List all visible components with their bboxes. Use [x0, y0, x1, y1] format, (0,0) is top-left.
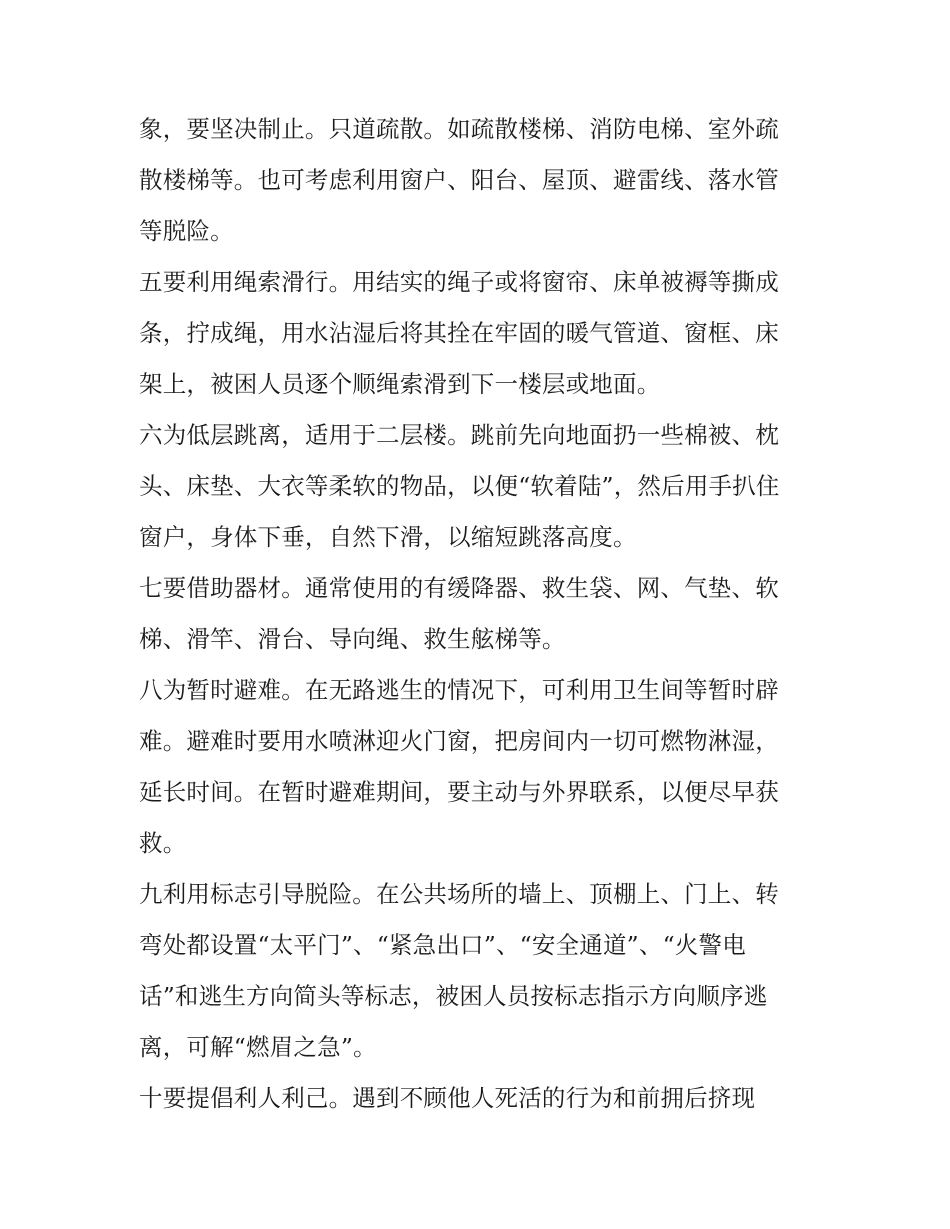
text-line: 头、床垫、大衣等柔软的物品，以便“软着陆”，然后用手扒住: [139, 472, 780, 500]
text-line: 散楼梯等。也可考虑利用窗户、阳台、屋顶、避雷线、落水管: [139, 166, 779, 194]
text-line: 窗户，身体下垂，自然下滑，以缩短跳落高度。: [139, 523, 637, 551]
text-line: 离，可解“燃眉之急”。: [139, 1033, 377, 1061]
document-body: [139, 104, 819, 1124]
text-line: 十要提倡利人利己。遇到不顾他人死活的行为和前拥后挤现: [139, 1084, 756, 1112]
text-line: 延长时间。在暂时避难期间，要主动与外界联系，以便尽早获: [139, 778, 779, 806]
text-line: 七要借助器材。通常使用的有缓降器、救生袋、网、气垫、软: [139, 574, 779, 602]
text-line: 象，要坚决制止。只道疏散。如疏散楼梯、消防电梯、室外疏: [139, 115, 779, 143]
text-line: 等脱险。: [139, 217, 234, 245]
text-line: 架上，被困人员逐个顺绳索滑到下一楼层或地面。: [139, 370, 661, 398]
text-line: 难。避难时要用水喷淋迎火门窗，把房间内一切可燃物淋湿，: [139, 727, 779, 755]
text-line: 条，拧成绳，用水沾湿后将其拴在牢固的暖气管道、窗框、床: [139, 319, 779, 347]
text-line: 八为暂时避难。在无路逃生的情况下，可利用卫生间等暂时辟: [139, 676, 779, 704]
text-line: 话”和逃生方向简头等标志，被困人员按标志指示方向顺序逃: [139, 982, 768, 1010]
text-line: 五要利用绳索滑行。用结实的绳子或将窗帘、床单被褥等撕成: [139, 268, 779, 296]
text-line: 六为低层跳离，适用于二层楼。跳前先向地面扔一些棉被、枕: [139, 421, 779, 449]
text-line: 救。: [139, 829, 187, 857]
text-line: 梯、滑竿、滑台、导向绳、救生舷梯等。: [139, 625, 566, 653]
text-line: 九利用标志引导脱险。在公共场所的墙上、顶棚上、门上、转: [139, 880, 779, 908]
text-line: 弯处都设置“太平门”、“紧急出口”、“安全通道”、“火警电: [139, 931, 746, 959]
